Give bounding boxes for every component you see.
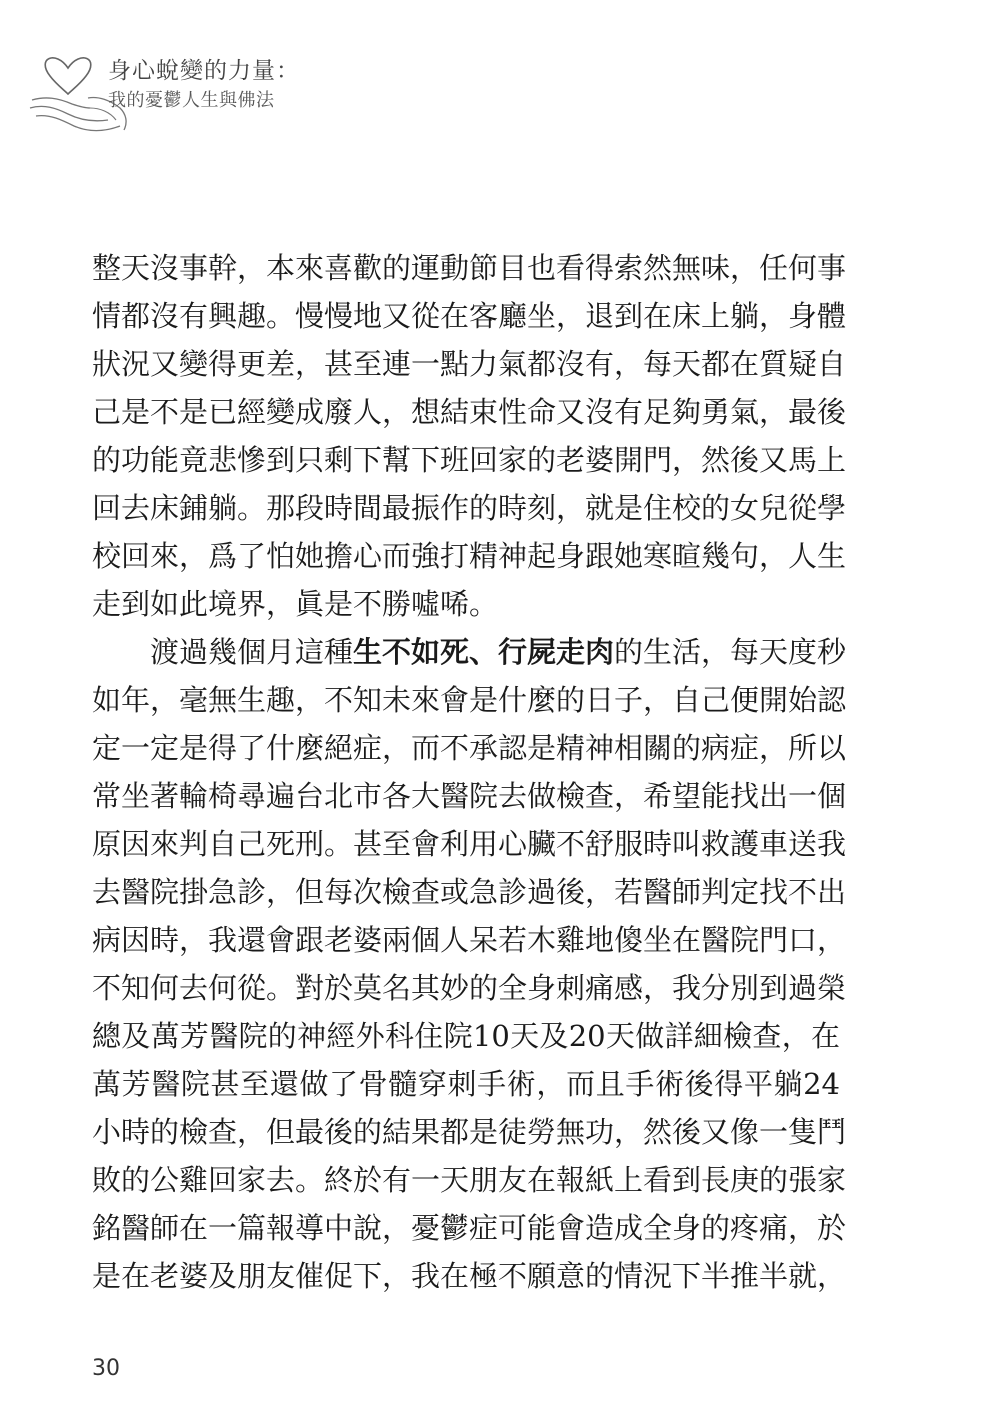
text-line: 定一定是得了什麼絕症，而不承認是精神相關的病症，所以 <box>92 731 847 765</box>
text-segment: 渡過幾個月這種 <box>150 635 354 669</box>
text-line: 常坐著輪椅尋遍台北市各大醫院去做檢查，希望能找出一個 <box>92 779 847 813</box>
book-title: 身心蛻變的力量： <box>108 58 300 84</box>
text-line: 敗的公雞回家去。終於有一天朋友在報紙上看到長庚的張家 <box>92 1163 847 1197</box>
text-line: 小時的檢查，但最後的結果都是徒勞無功，然後又像一隻鬥 <box>92 1115 847 1149</box>
text-line: 整天沒事幹，本來喜歡的運動節目也看得索然無味，任何事 <box>92 251 847 285</box>
book-subtitle: 我的憂鬱人生與佛法 <box>108 90 275 111</box>
text-line: 去醫院掛急診，但每次檢查或急診過後，若醫師判定找不出 <box>92 875 847 909</box>
text-line: 回去床鋪躺。那段時間最振作的時刻，就是住校的女兒從學 <box>92 491 847 525</box>
text-line: 病因時，我還會跟老婆兩個人呆若木雞地傻坐在醫院門口， <box>92 923 847 957</box>
text-line: 銘醫師在一篇報導中說，憂鬱症可能會造成全身的疼痛，於 <box>92 1211 847 1245</box>
text-line: 萬芳醫院甚至還做了骨髓穿刺手術，而且手術後得平躺24 <box>92 1067 840 1101</box>
text-line: 走到如此境界，眞是不勝噓唏。 <box>92 587 499 621</box>
body-text <box>92 244 847 1300</box>
text-line: 的功能竟悲慘到只剩下幫下班回家的老婆開門，然後又馬上 <box>92 443 847 477</box>
text-line: 是在老婆及朋友催促下，我在極不願意的情況下半推半就， <box>92 1259 847 1293</box>
running-header <box>28 38 348 138</box>
text-line: 總及萬芳醫院的神經外科住院10天及20天做詳細檢查，在 <box>92 1019 840 1053</box>
page-number: 30 <box>92 1356 120 1381</box>
paragraph-first-line <box>92 628 847 676</box>
text-line: 如年，毫無生趣，不知未來會是什麼的日子，自己便開始認 <box>92 683 847 717</box>
text-line: 不知何去何從。對於莫名其妙的全身刺痛感，我分別到過榮 <box>92 971 847 1005</box>
text-line: 己是不是已經變成廢人，想結束性命又沒有足夠勇氣，最後 <box>92 395 847 429</box>
text-line: 情都沒有興趣。慢慢地又從在客廳坐，退到在床上躺，身體 <box>92 299 847 333</box>
emphasized-phrase: 生不如死、行屍走肉 <box>353 635 615 669</box>
text-segment: 的生活，每天度秒 <box>614 635 847 669</box>
text-line: 狀況又變得更差，甚至連一點力氣都沒有，每天都在質疑自 <box>92 347 847 381</box>
text-line: 原因來判自己死刑。甚至會利用心臟不舒服時叫救護車送我 <box>92 827 847 861</box>
text-line: 校回來，爲了怕她擔心而強打精神起身跟她寒暄幾句，人生 <box>92 539 847 573</box>
